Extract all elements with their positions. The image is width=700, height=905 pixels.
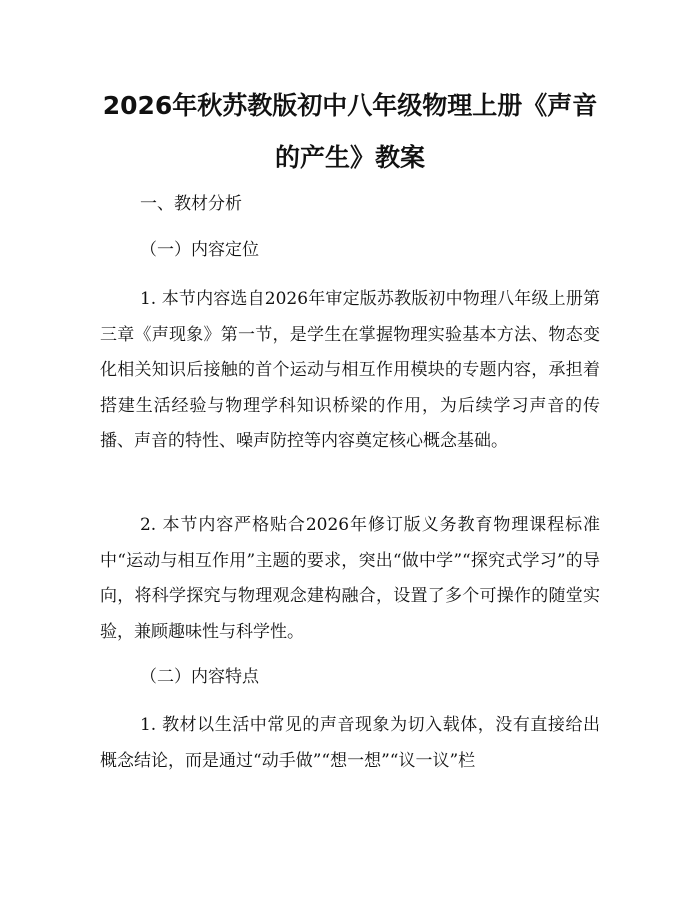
subsection-heading-content-features: （二）内容特点 xyxy=(140,667,259,687)
paragraph-content-positioning-1: 1. 本节内容选自2026年审定版苏教版初中物理八年级上册第三章《声现象》第一节，是学生在掌握物理实验基本方法、物态变化相关知识后接触的首个运动与相互作用模块的专题内容，承担着搭建生活经验与物理学科知识桥梁的作用，为后续学习声音的传播、声音的特性、噪声防控等内容奠定核心概念基础。 xyxy=(100,289,600,451)
paragraph-content-positioning-2: 2. 本节内容严格贴合2026年修订版义务教育物理课程标准中“运动与相互作用”主题的要求，突出“做中学”“探究式学习”的导向，将科学探究与物理观念建构融合，设置了多个可操作的随堂实验，兼顾趣味性与科学性。 xyxy=(100,515,600,642)
subsection-heading-content-positioning: （一）内容定位 xyxy=(140,240,259,260)
paragraph-content-features-1: 1. 教材以生活中常见的声音现象为切入载体，没有直接给出概念结论，而是通过“动手做”“想一想”“议一议”栏 xyxy=(100,715,600,771)
document-title: 2026年秋苏教版初中八年级物理上册《声音的产生》教案 xyxy=(102,91,598,172)
section-heading-teaching-material-analysis: 一、教材分析 xyxy=(140,194,242,214)
